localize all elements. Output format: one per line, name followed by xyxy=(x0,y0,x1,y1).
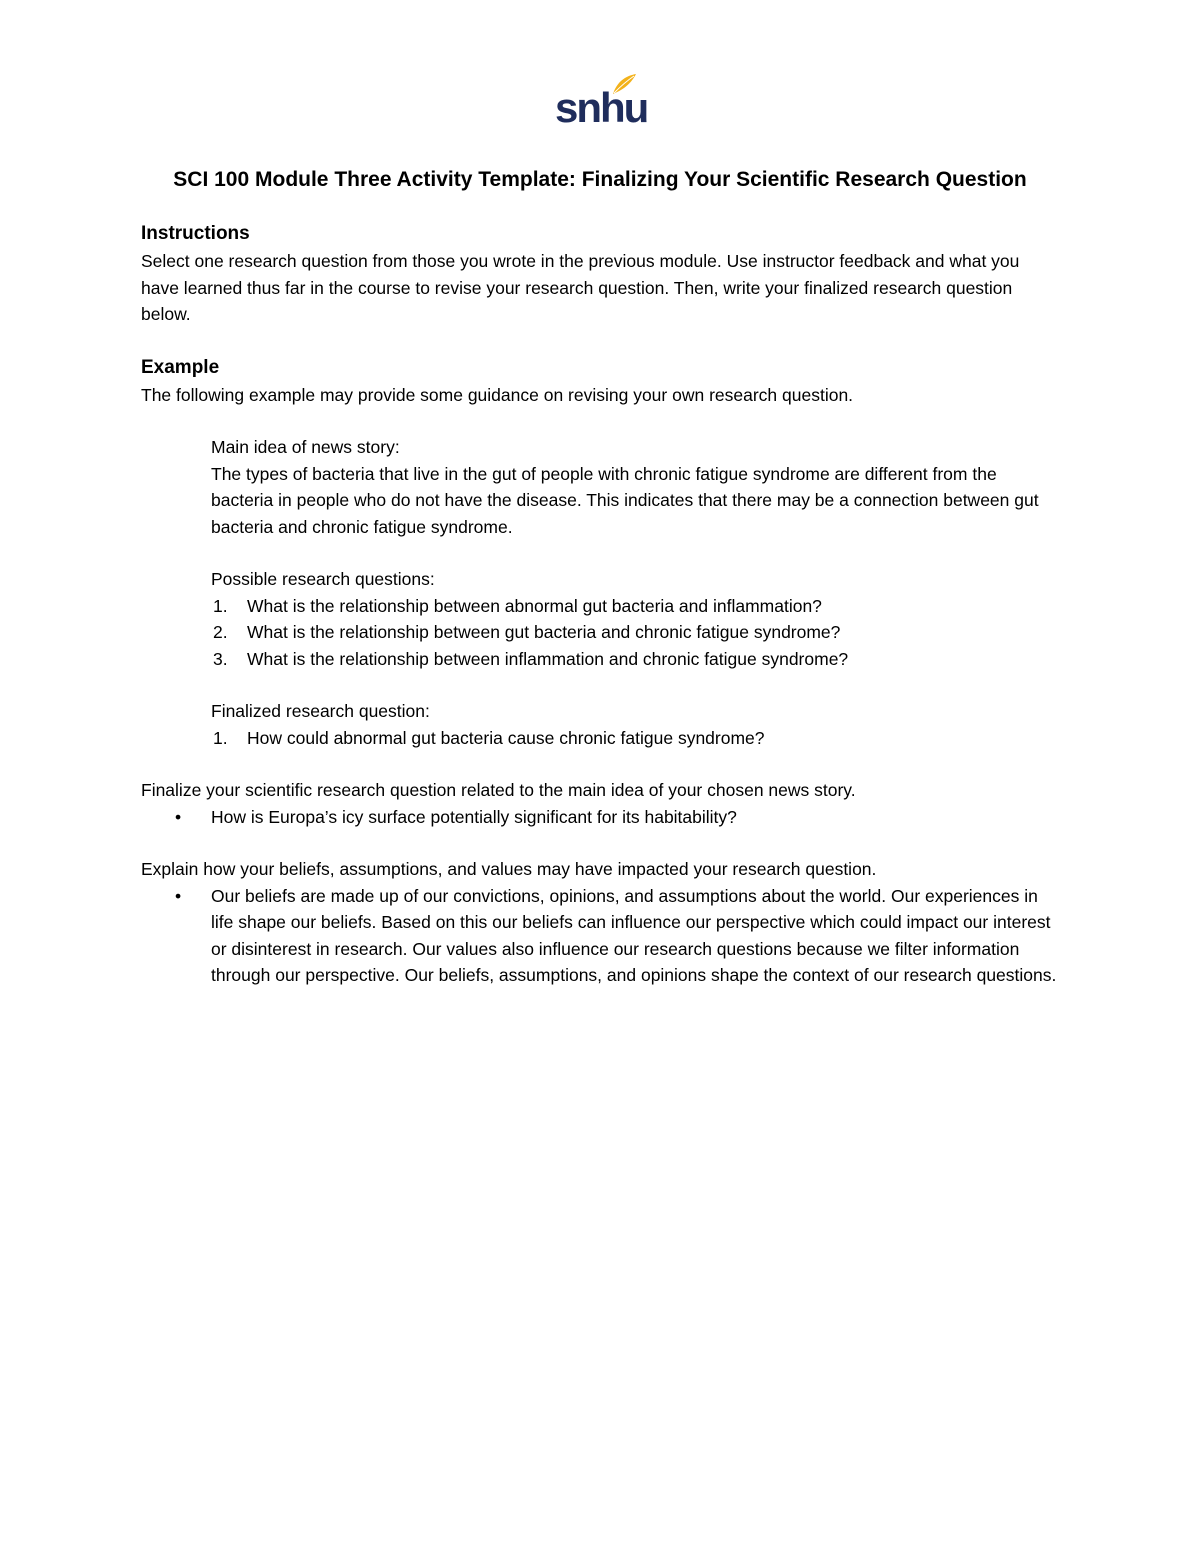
spacer xyxy=(141,328,1061,354)
list-item-text: What is the relationship between inflammation and chronic fatigue syndrome? xyxy=(247,648,849,669)
list-item xyxy=(175,804,1061,831)
finalize-answer: How is Europa’s icy surface potentially significant for its habitability? xyxy=(211,806,737,827)
finalize-answer-list xyxy=(175,804,1061,831)
spacer xyxy=(141,672,1061,698)
finalized-label: Finalized research question: xyxy=(211,701,430,721)
spacer xyxy=(141,751,1061,777)
spacer xyxy=(141,830,1061,856)
logo-wordmark: snhu xyxy=(555,84,648,131)
list-item xyxy=(213,619,1061,646)
document-body xyxy=(141,220,1061,989)
list-item xyxy=(213,593,1061,620)
document-title: SCI 100 Module Three Activity Template: Finalizing Your Scientific Research Question xyxy=(173,168,1027,191)
spacer xyxy=(211,540,1061,566)
example-intro: The following example may provide some guidance on revising your own research question. xyxy=(141,384,854,405)
explain-prompt: Explain how your beliefs, assumptions, and values may have impacted your research question. xyxy=(141,859,877,879)
bullet-icon: • xyxy=(175,885,182,906)
possible-questions-label: Possible research questions: xyxy=(211,569,435,589)
list-item-text: What is the relationship between gut bacteria and chronic fatigue syndrome? xyxy=(247,622,841,642)
list-item-text: What is the relationship between abnormal gut bacteria and inflammation? xyxy=(247,595,822,616)
bullet-icon: • xyxy=(175,806,182,827)
instructions-heading: Instructions xyxy=(141,223,250,244)
finalize-prompt: Finalize your scientific research question related to the main idea of your chosen news story. xyxy=(141,780,856,800)
snhu-logo xyxy=(555,72,648,132)
list-number: 1. xyxy=(213,727,228,748)
explain-answer: Our beliefs are made up of our convictions, opinions, and assumptions about the world. Our experiences in life shape our beliefs. Based on this our beliefs can influence our perspective which could impact our interest or disinterest in research. Our values also influence our research questions because we filter information through our perspective. Our beliefs, assumptions, and opinions shape the context of our research questions. xyxy=(211,885,1057,985)
list-item-text: How could abnormal gut bacteria cause chronic fatigue syndrome? xyxy=(247,727,765,748)
spacer xyxy=(141,408,1061,434)
instructions-text: Select one research question from those you wrote in the previous module. Use instructor feedback and what you have learned thus far in the course to revise your research question. Then, write your finalized research question below. xyxy=(141,251,1020,324)
finalized-block xyxy=(211,698,1061,725)
list-item xyxy=(213,646,1061,673)
finalized-questions-list xyxy=(213,725,1061,752)
example-heading: Example xyxy=(141,356,220,378)
example-block xyxy=(211,434,1061,593)
list-item xyxy=(175,883,1061,989)
list-number: 3. xyxy=(213,648,228,669)
list-item xyxy=(213,725,1061,752)
explain-answer-list xyxy=(175,883,1061,989)
list-number: 2. xyxy=(213,622,228,642)
list-number: 1. xyxy=(213,595,228,616)
main-idea-text: The types of bacteria that live in the gut of people with chronic fatigue syndrome are different from the bacteria in people who do not have the disease. This indicates that there may be a connection between gut bacteria and chronic fatigue syndrome. xyxy=(211,463,1039,537)
main-idea-label: Main idea of news story: xyxy=(211,437,400,457)
possible-questions-list xyxy=(213,593,1061,673)
